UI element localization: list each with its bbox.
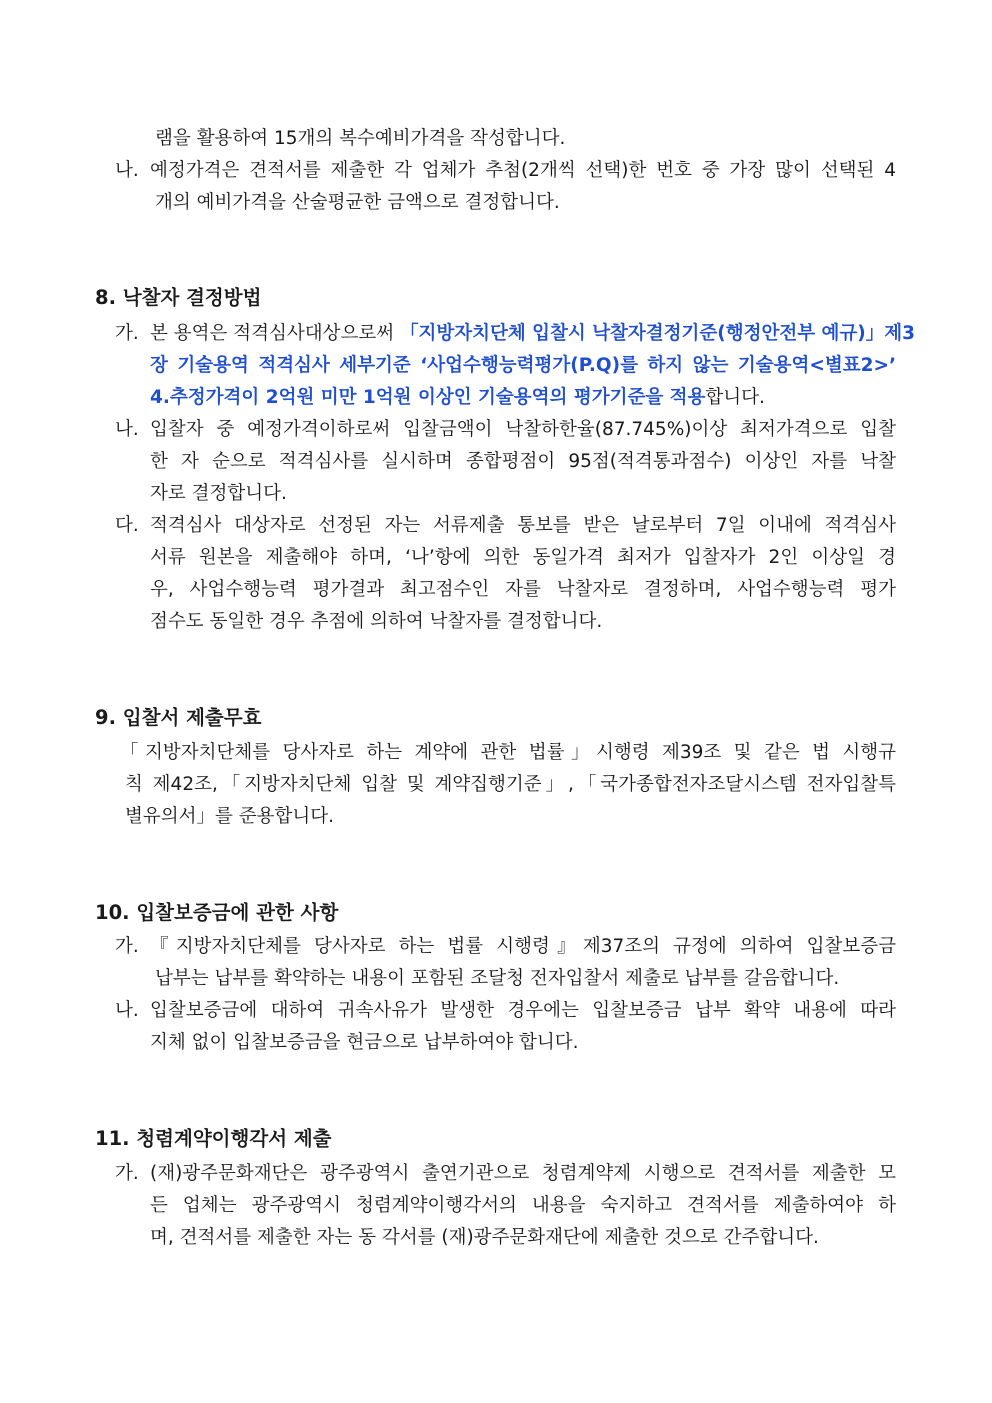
section8-item-ga-highlight-text: 「지방자치단체 입찰시 낙찰자결정기준(행정안전부 예규)」제3 — [399, 323, 915, 344]
section7-item-na-line: 개의 예비가격을 산술평균한 금액으로 결정합니다. — [155, 192, 560, 213]
section11-heading: 11. 청렴계약이행각서 제출 — [95, 1127, 332, 1150]
section8-item-da-line: 서류 원본을 제출해야 하며, ‘나’항에 의한 동일가격 최저가 입찰자가 2인 이상일 경 — [150, 547, 896, 568]
section9-paragraph-line: 「지방자치단체를 당사자로 하는 계약에 관한 법률」시행령 제39조 및 같은 법 시행규 — [120, 742, 896, 763]
section10-item-na-line: 입찰보증금에 대하여 귀속사유가 발생한 경우에는 입찰보증금 납부 확약 내용에 따라 — [150, 1000, 896, 1021]
section7-item-na-marker: 나. — [115, 160, 139, 181]
section10-heading: 10. 입찰보증금에 관한 사항 — [95, 901, 339, 924]
section8-item-ga-plain-text: 합니다. — [705, 387, 765, 408]
section9-paragraph-line: 별유의서」를 준용합니다. — [125, 806, 334, 827]
section11-item-ga-line: 며, 견적서를 제출한 자는 동 각서를 (재)광주문화재단에 제출한 것으로 간주합니다. — [150, 1227, 819, 1248]
section10-item-ga-marker: 가. — [115, 936, 139, 957]
section8-item-da-line: 우, 사업수행능력 평가결과 최고점수인 자를 낙찰자로 결정하며, 사업수행능력 평가 — [150, 579, 896, 600]
section10-item-ga-line: 『지방자치단체를 당사자로 하는 법률 시행령』제37조의 규정에 의하여 입찰보증금 — [150, 936, 896, 957]
section9-heading: 9. 입찰서 제출무효 — [95, 706, 262, 729]
section8-item-ga-line — [150, 322, 915, 346]
section8-item-ga-marker: 가. — [115, 323, 139, 344]
section8-item-ga-line — [150, 386, 765, 410]
section8-item-na-marker: 나. — [115, 419, 139, 440]
section10-item-na-marker: 나. — [115, 1000, 139, 1021]
section8-item-ga-highlight-text: 장 기술용역 적격심사 세부기준 ‘사업수행능력평가(P.Q)를 하지 않는 기술용역<별표2>’ — [150, 355, 896, 376]
section7-continuation-line: 램을 활용하여 15개의 복수예비가격을 작성합니다. — [155, 128, 566, 149]
section11-item-ga-line: 든 업체는 광주광역시 청렴계약이행각서의 내용을 숙지하고 견적서를 제출하여야 하 — [150, 1195, 896, 1216]
section8-item-na-line: 자로 결정합니다. — [150, 483, 287, 504]
section10-item-na-line: 지체 없이 입찰보증금을 현금으로 납부하여야 합니다. — [150, 1032, 579, 1053]
section11-item-ga-marker: 가. — [115, 1163, 139, 1184]
section7-item-na-line: 예정가격은 견적서를 제출한 각 업체가 추첨(2개씩 선택)한 번호 중 가장 많이 선택된 4 — [150, 160, 896, 181]
section8-item-da-marker: 다. — [115, 515, 139, 536]
section9-paragraph-line: 칙 제42조,「지방자치단체 입찰 및 계약집행기준」,「국가종합전자조달시스템 전자입찰특 — [125, 774, 896, 795]
section11-item-ga-line: (재)광주문화재단은 광주광역시 출연기관으로 청렴계약제 시행으로 견적서를 제출한 모 — [150, 1163, 896, 1184]
section8-item-na-line: 한 자 순으로 적격심사를 실시하며 종합평점이 95점(적격통과점수) 이상인 자를 낙찰 — [150, 451, 896, 472]
section8-item-ga-highlight-text: 4.추정가격이 2억원 미만 1억원 이상인 기술용역의 평가기준을 적용 — [150, 387, 706, 408]
section8-item-da-line: 점수도 동일한 경우 추점에 의하여 낙찰자를 결정합니다. — [150, 611, 603, 632]
section8-item-ga-plain-text: 본 용역은 적격심사대상으로써 — [150, 323, 400, 344]
section8-item-na-line: 입찰자 중 예정가격이하로써 입찰금액이 낙찰하한율(87.745%)이상 최저가격으로 입찰 — [150, 419, 896, 440]
section8-item-da-line: 적격심사 대상자로 선정된 자는 서류제출 통보를 받은 날로부터 7일 이내에 적격심사 — [150, 515, 896, 536]
section10-item-ga-line: 납부는 납부를 확약하는 내용이 포함된 조달청 전자입찰서 제출로 납부를 갈음합니다. — [155, 968, 840, 989]
section8-heading: 8. 낙찰자 결정방법 — [95, 286, 262, 309]
